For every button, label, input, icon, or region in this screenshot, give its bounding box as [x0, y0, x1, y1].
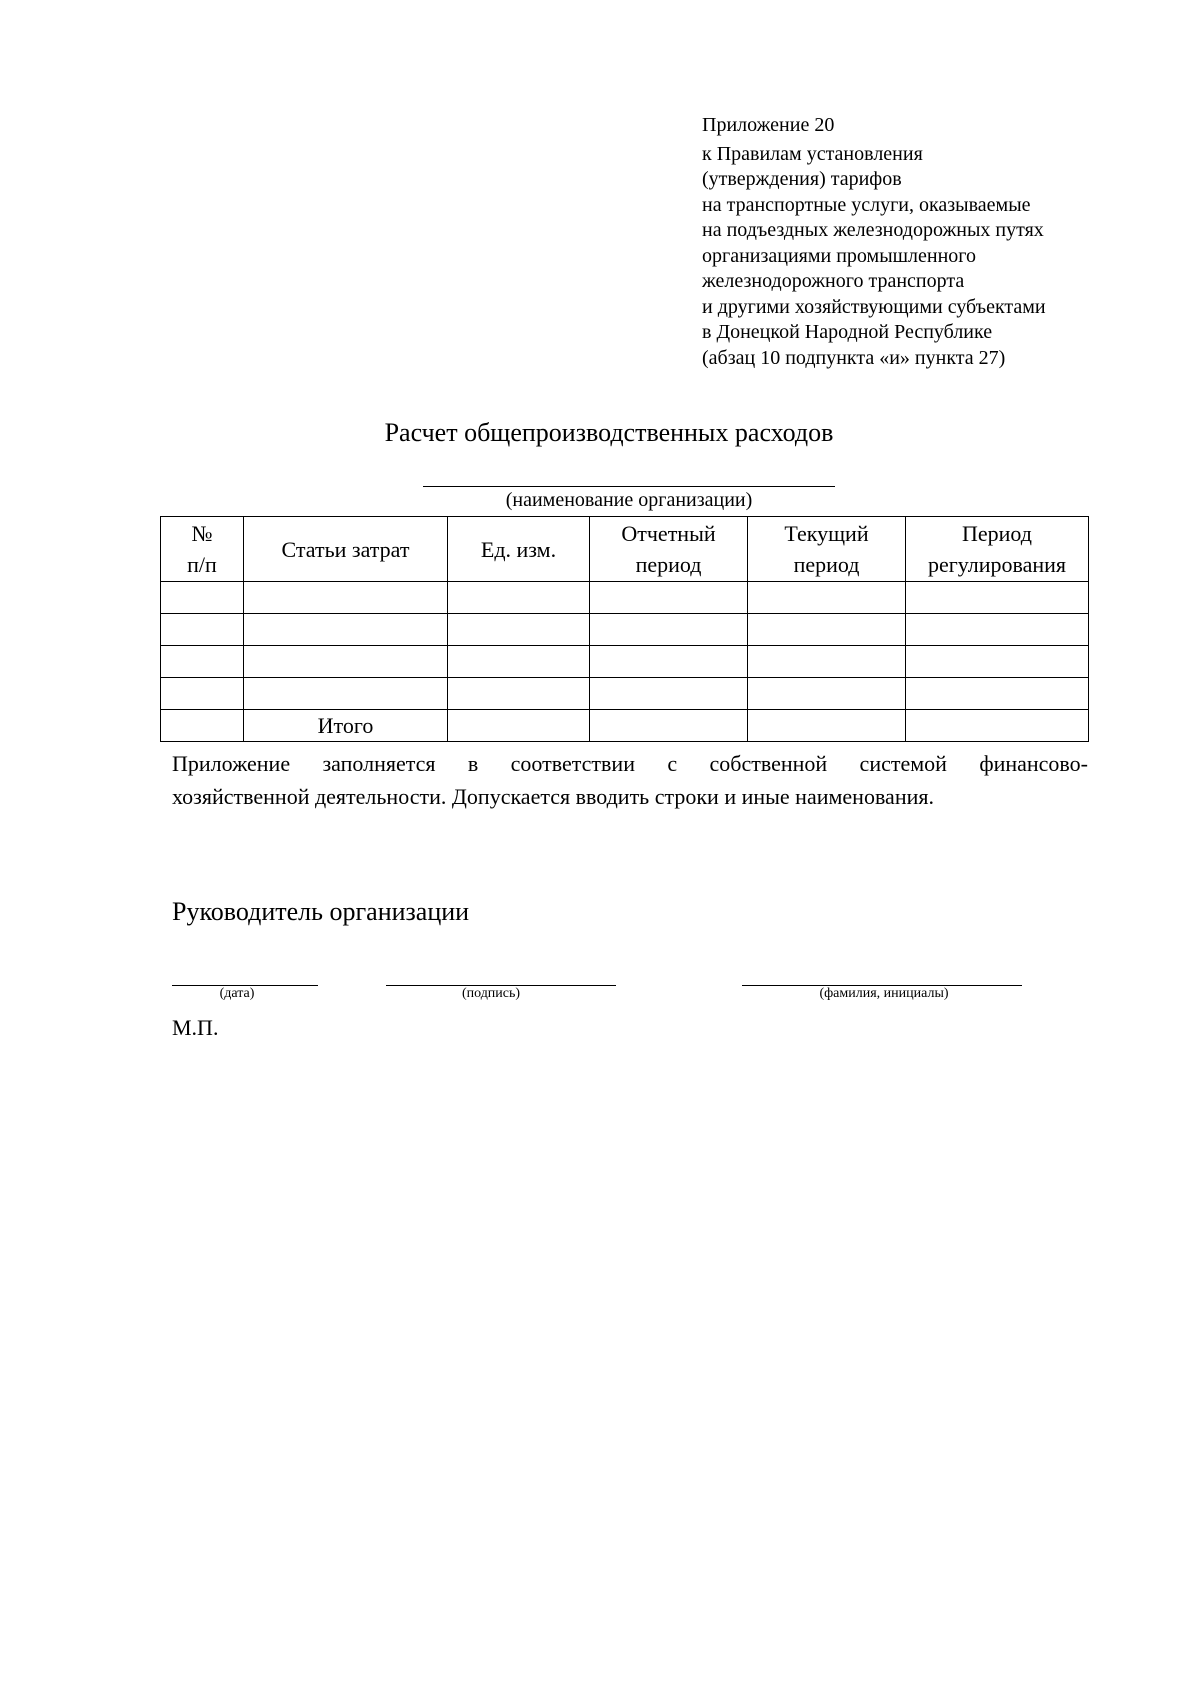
header-cost-items: Статьи затрат: [244, 517, 448, 582]
appendix-line: на транспортные услуги, оказываемые: [702, 193, 1031, 216]
table-cell[interactable]: [161, 710, 244, 742]
table-cell[interactable]: [244, 646, 448, 678]
table-header-row: [161, 517, 1089, 582]
appendix-reference: [702, 113, 1142, 371]
appendix-line: на подъездных железнодорожных путях: [702, 219, 1044, 241]
appendix-line: в Донецкой Народной Республике: [702, 321, 993, 343]
appendix-line: организациями промышленного: [702, 244, 977, 267]
cost-table: [160, 516, 1089, 742]
table-cell[interactable]: [748, 646, 906, 678]
table-row: [161, 646, 1089, 678]
table-cell[interactable]: [448, 710, 590, 742]
stamp-place-label: М.П.: [172, 1015, 219, 1040]
appendix-line: железнодорожного транспорта: [702, 270, 965, 292]
header-current-period: Текущий период: [748, 517, 906, 582]
appendix-line: (утверждения) тарифов: [702, 168, 902, 190]
table-cell[interactable]: [590, 646, 748, 678]
total-label: Итого: [244, 710, 448, 742]
table-cell[interactable]: [448, 646, 590, 678]
header-unit: Ед. изм.: [448, 517, 590, 582]
appendix-line: и другими хозяйствующими субъектами: [702, 295, 1046, 318]
table-cell[interactable]: [448, 678, 590, 710]
table-cell[interactable]: [161, 646, 244, 678]
table-cell[interactable]: [906, 614, 1089, 646]
table-cell[interactable]: [448, 582, 590, 614]
table-cell[interactable]: [161, 582, 244, 614]
appendix-line: (абзац 10 подпункта «и» пункта 27): [702, 346, 1006, 369]
header-regulation-period: Период регулирования: [906, 517, 1089, 582]
table-cell[interactable]: [906, 646, 1089, 678]
table-cell[interactable]: [906, 678, 1089, 710]
appendix-line: к Правилам установления: [702, 142, 923, 165]
table-cell[interactable]: [906, 582, 1089, 614]
table-cell[interactable]: [161, 614, 244, 646]
date-caption: (дата): [219, 986, 255, 1001]
table-cell[interactable]: [244, 582, 448, 614]
appendix-number: Приложение 20: [702, 114, 835, 136]
full-name-caption: (фамилия, инициалы): [819, 986, 949, 1001]
table-cell[interactable]: [244, 614, 448, 646]
table-cell[interactable]: [590, 582, 748, 614]
table-cell[interactable]: [161, 678, 244, 710]
table-row: [161, 582, 1089, 614]
document-title: Расчет общепроизводственных расходов: [384, 418, 834, 447]
table-cell[interactable]: [748, 614, 906, 646]
table-cell[interactable]: [590, 614, 748, 646]
table-cell[interactable]: [748, 582, 906, 614]
signature-caption: (подпись): [461, 986, 521, 1001]
header-reported-period: Отчетный период: [590, 517, 748, 582]
table-cell[interactable]: [590, 710, 748, 742]
table-cell[interactable]: [748, 678, 906, 710]
note-line: Приложение заполняется в соответствии с собственной системой финансово-: [172, 751, 1088, 776]
organization-name-caption: (наименование организации): [505, 489, 753, 511]
note-line: хозяйственной деятельности. Допускается вводить строки и иные наименования.: [172, 784, 934, 809]
table-cell[interactable]: [448, 614, 590, 646]
table-cell[interactable]: [906, 710, 1089, 742]
table-cell[interactable]: [244, 678, 448, 710]
table-total-row: [161, 710, 1089, 742]
table-row: [161, 614, 1089, 646]
organization-name-line: [423, 486, 835, 487]
table-row: [161, 678, 1089, 710]
header-number: № п/п: [161, 517, 244, 582]
filling-note: [172, 747, 1088, 813]
head-of-organization-label: Руководитель организации: [172, 897, 470, 926]
table-cell[interactable]: [748, 710, 906, 742]
table-cell[interactable]: [590, 678, 748, 710]
